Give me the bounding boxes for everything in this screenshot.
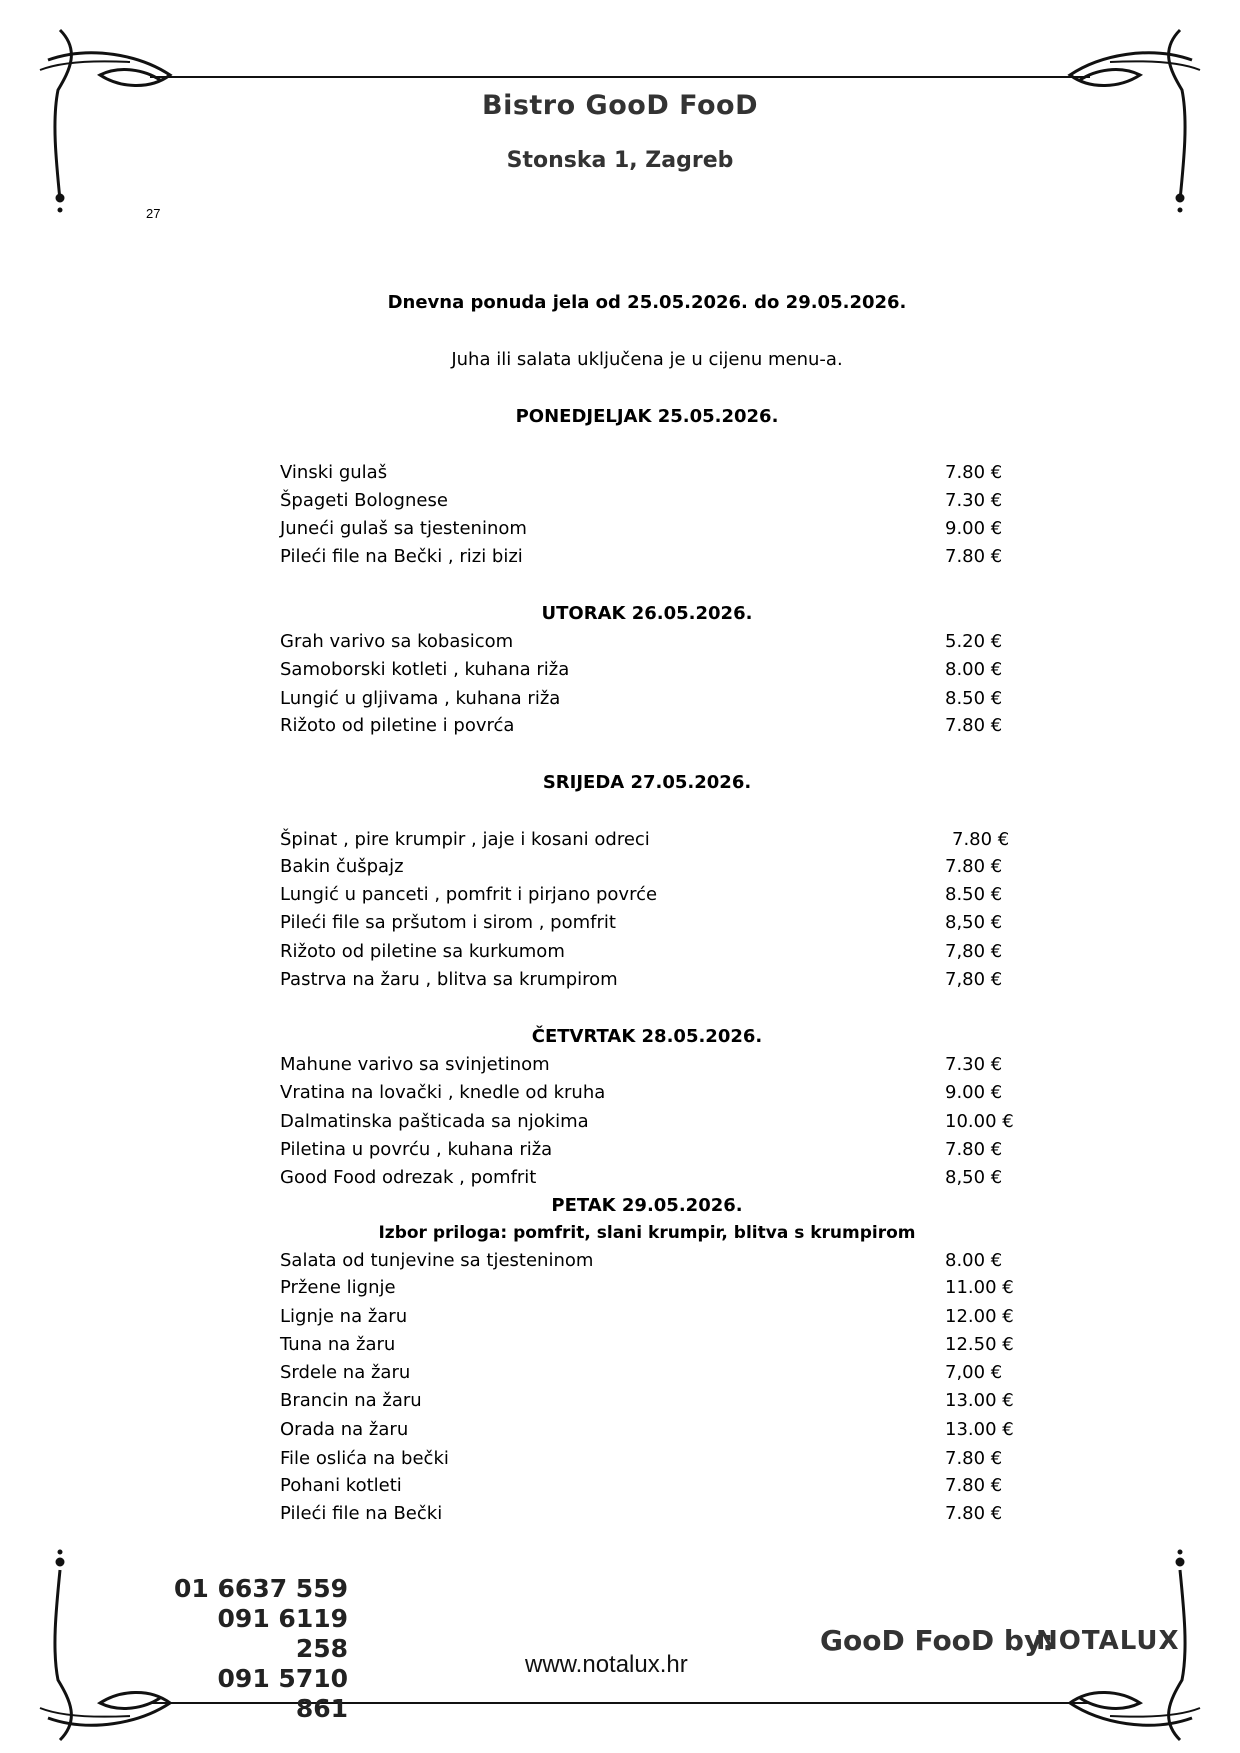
item-price: 10.00 € (945, 1111, 1014, 1132)
item-price: 7,80 € (945, 969, 1003, 990)
brand-tagline: GooD FooD by: (820, 1624, 1054, 1657)
item-name: Lignje na žaru (280, 1306, 408, 1327)
item-name: Piletina u povrću , kuhana riža (280, 1139, 553, 1160)
menu-note: Juha ili salata uključena je u cijenu menu-a. (451, 349, 843, 370)
item-name: Orada na žaru (280, 1419, 409, 1440)
item-name: Špageti Bolognese (280, 490, 448, 511)
item-price: 8,50 € (945, 912, 1003, 933)
restaurant-address: Stonska 1, Zagreb (506, 148, 734, 173)
day-heading-friday: PETAK 29.05.2026. (551, 1195, 743, 1216)
item-name: Rižoto od piletine sa kurkumom (280, 941, 565, 962)
item-name: Dalmatinska pašticada sa njokima (280, 1111, 589, 1132)
item-price: 12.50 € (945, 1334, 1014, 1355)
restaurant-title: Bistro GooD FooD (481, 90, 758, 121)
item-name: Pileći file na Bečki , rizi bizi (280, 546, 523, 567)
item-price: 7.80 € (945, 1448, 1003, 1469)
item-name: Brancin na žaru (280, 1390, 422, 1411)
item-price: 8.00 € (945, 1250, 1003, 1271)
item-price: 9.00 € (945, 518, 1003, 539)
item-price: 13.00 € (945, 1419, 1014, 1440)
day-heading-thursday: ČETVRTAK 28.05.2026. (531, 1026, 763, 1047)
phone-number[interactable]: 091 5710 861 (217, 1664, 348, 1723)
item-name: Srdele na žaru (280, 1362, 411, 1383)
day-heading-tuesday: UTORAK 26.05.2026. (541, 603, 753, 624)
item-price: 9.00 € (945, 1082, 1003, 1103)
item-price: 7,80 € (945, 941, 1003, 962)
item-price: 7,00 € (945, 1362, 1003, 1383)
item-price: 8,50 € (945, 1167, 1003, 1188)
item-price: 7.80 € (945, 1503, 1003, 1524)
day-heading-monday: PONEDJELJAK 25.05.2026. (515, 406, 779, 427)
phone-numbers (172, 1574, 348, 1724)
menu-heading: Dnevna ponuda jela od 25.05.2026. do 29.05.2026. (387, 292, 907, 313)
item-name: File oslića na bečki (280, 1448, 449, 1469)
item-price: 8.50 € (945, 688, 1003, 709)
item-price: 12.00 € (945, 1306, 1014, 1327)
item-price: 7.80 € (945, 462, 1003, 483)
side-dish-note: Izbor priloga: pomfrit, slani krumpir, blitva s krumpirom (378, 1223, 916, 1243)
item-price: 7.80 € (945, 856, 1003, 877)
item-name: Grah varivo sa kobasicom (280, 631, 514, 652)
item-price: 5.20 € (945, 631, 1003, 652)
item-name: Pileći file sa pršutom i sirom , pomfrit (280, 912, 616, 933)
daily-menu (267, 258, 1027, 1538)
svg-text:NOTALUX: NOTALUX (1036, 1626, 1180, 1656)
item-name: Mahune varivo sa svinjetinom (280, 1054, 550, 1075)
item-name: Špinat , pire krumpir , jaje i kosani odreci (280, 829, 650, 850)
item-price: 8.00 € (945, 659, 1003, 680)
item-price: 7.30 € (945, 490, 1003, 511)
item-name: Pržene lignje (280, 1277, 396, 1298)
item-price: 7.80 € (945, 546, 1003, 567)
phone-number[interactable]: 091 6119 258 (217, 1604, 348, 1663)
item-name: Lungić u panceti , pomfrit i pirjano povrće (280, 884, 658, 905)
item-price: 7.80 € (945, 1139, 1003, 1160)
item-price: 7.80 € (945, 715, 1003, 736)
item-name: Lungić u gljivama , kuhana riža (280, 688, 561, 709)
item-name: Rižoto od piletine i povrća (280, 715, 515, 736)
item-name: Pohani kotleti (280, 1475, 402, 1496)
item-name: Good Food odrezak , pomfrit (280, 1167, 537, 1188)
item-name: Samoborski kotleti , kuhana riža (280, 659, 570, 680)
item-price: 7.80 € (952, 829, 1010, 850)
notalux-logo (1036, 1617, 1180, 1657)
item-price: 8.50 € (945, 884, 1003, 905)
item-name: Tuna na žaru (280, 1334, 396, 1355)
item-name: Pastrva na žaru , blitva sa krumpirom (280, 969, 618, 990)
website-link[interactable]: www.notalux.hr (525, 1651, 688, 1678)
item-name: Vratina na lovački , knedle od kruha (280, 1082, 606, 1103)
phone-number[interactable]: 01 6637 559 (174, 1574, 348, 1603)
item-name: Vinski gulaš (280, 462, 388, 483)
item-price: 11.00 € (945, 1277, 1014, 1298)
item-price: 13.00 € (945, 1390, 1014, 1411)
page-number: 27 (146, 206, 161, 221)
item-name: Juneći gulaš sa tjesteninom (280, 518, 527, 539)
item-name: Pileći file na Bečki (280, 1503, 443, 1524)
day-heading-wednesday: SRIJEDA 27.05.2026. (542, 772, 752, 793)
item-price: 7.80 € (945, 1475, 1003, 1496)
item-name: Salata od tunjevine sa tjesteninom (280, 1250, 594, 1271)
item-price: 7.30 € (945, 1054, 1003, 1075)
item-name: Bakin čušpajz (280, 856, 404, 877)
